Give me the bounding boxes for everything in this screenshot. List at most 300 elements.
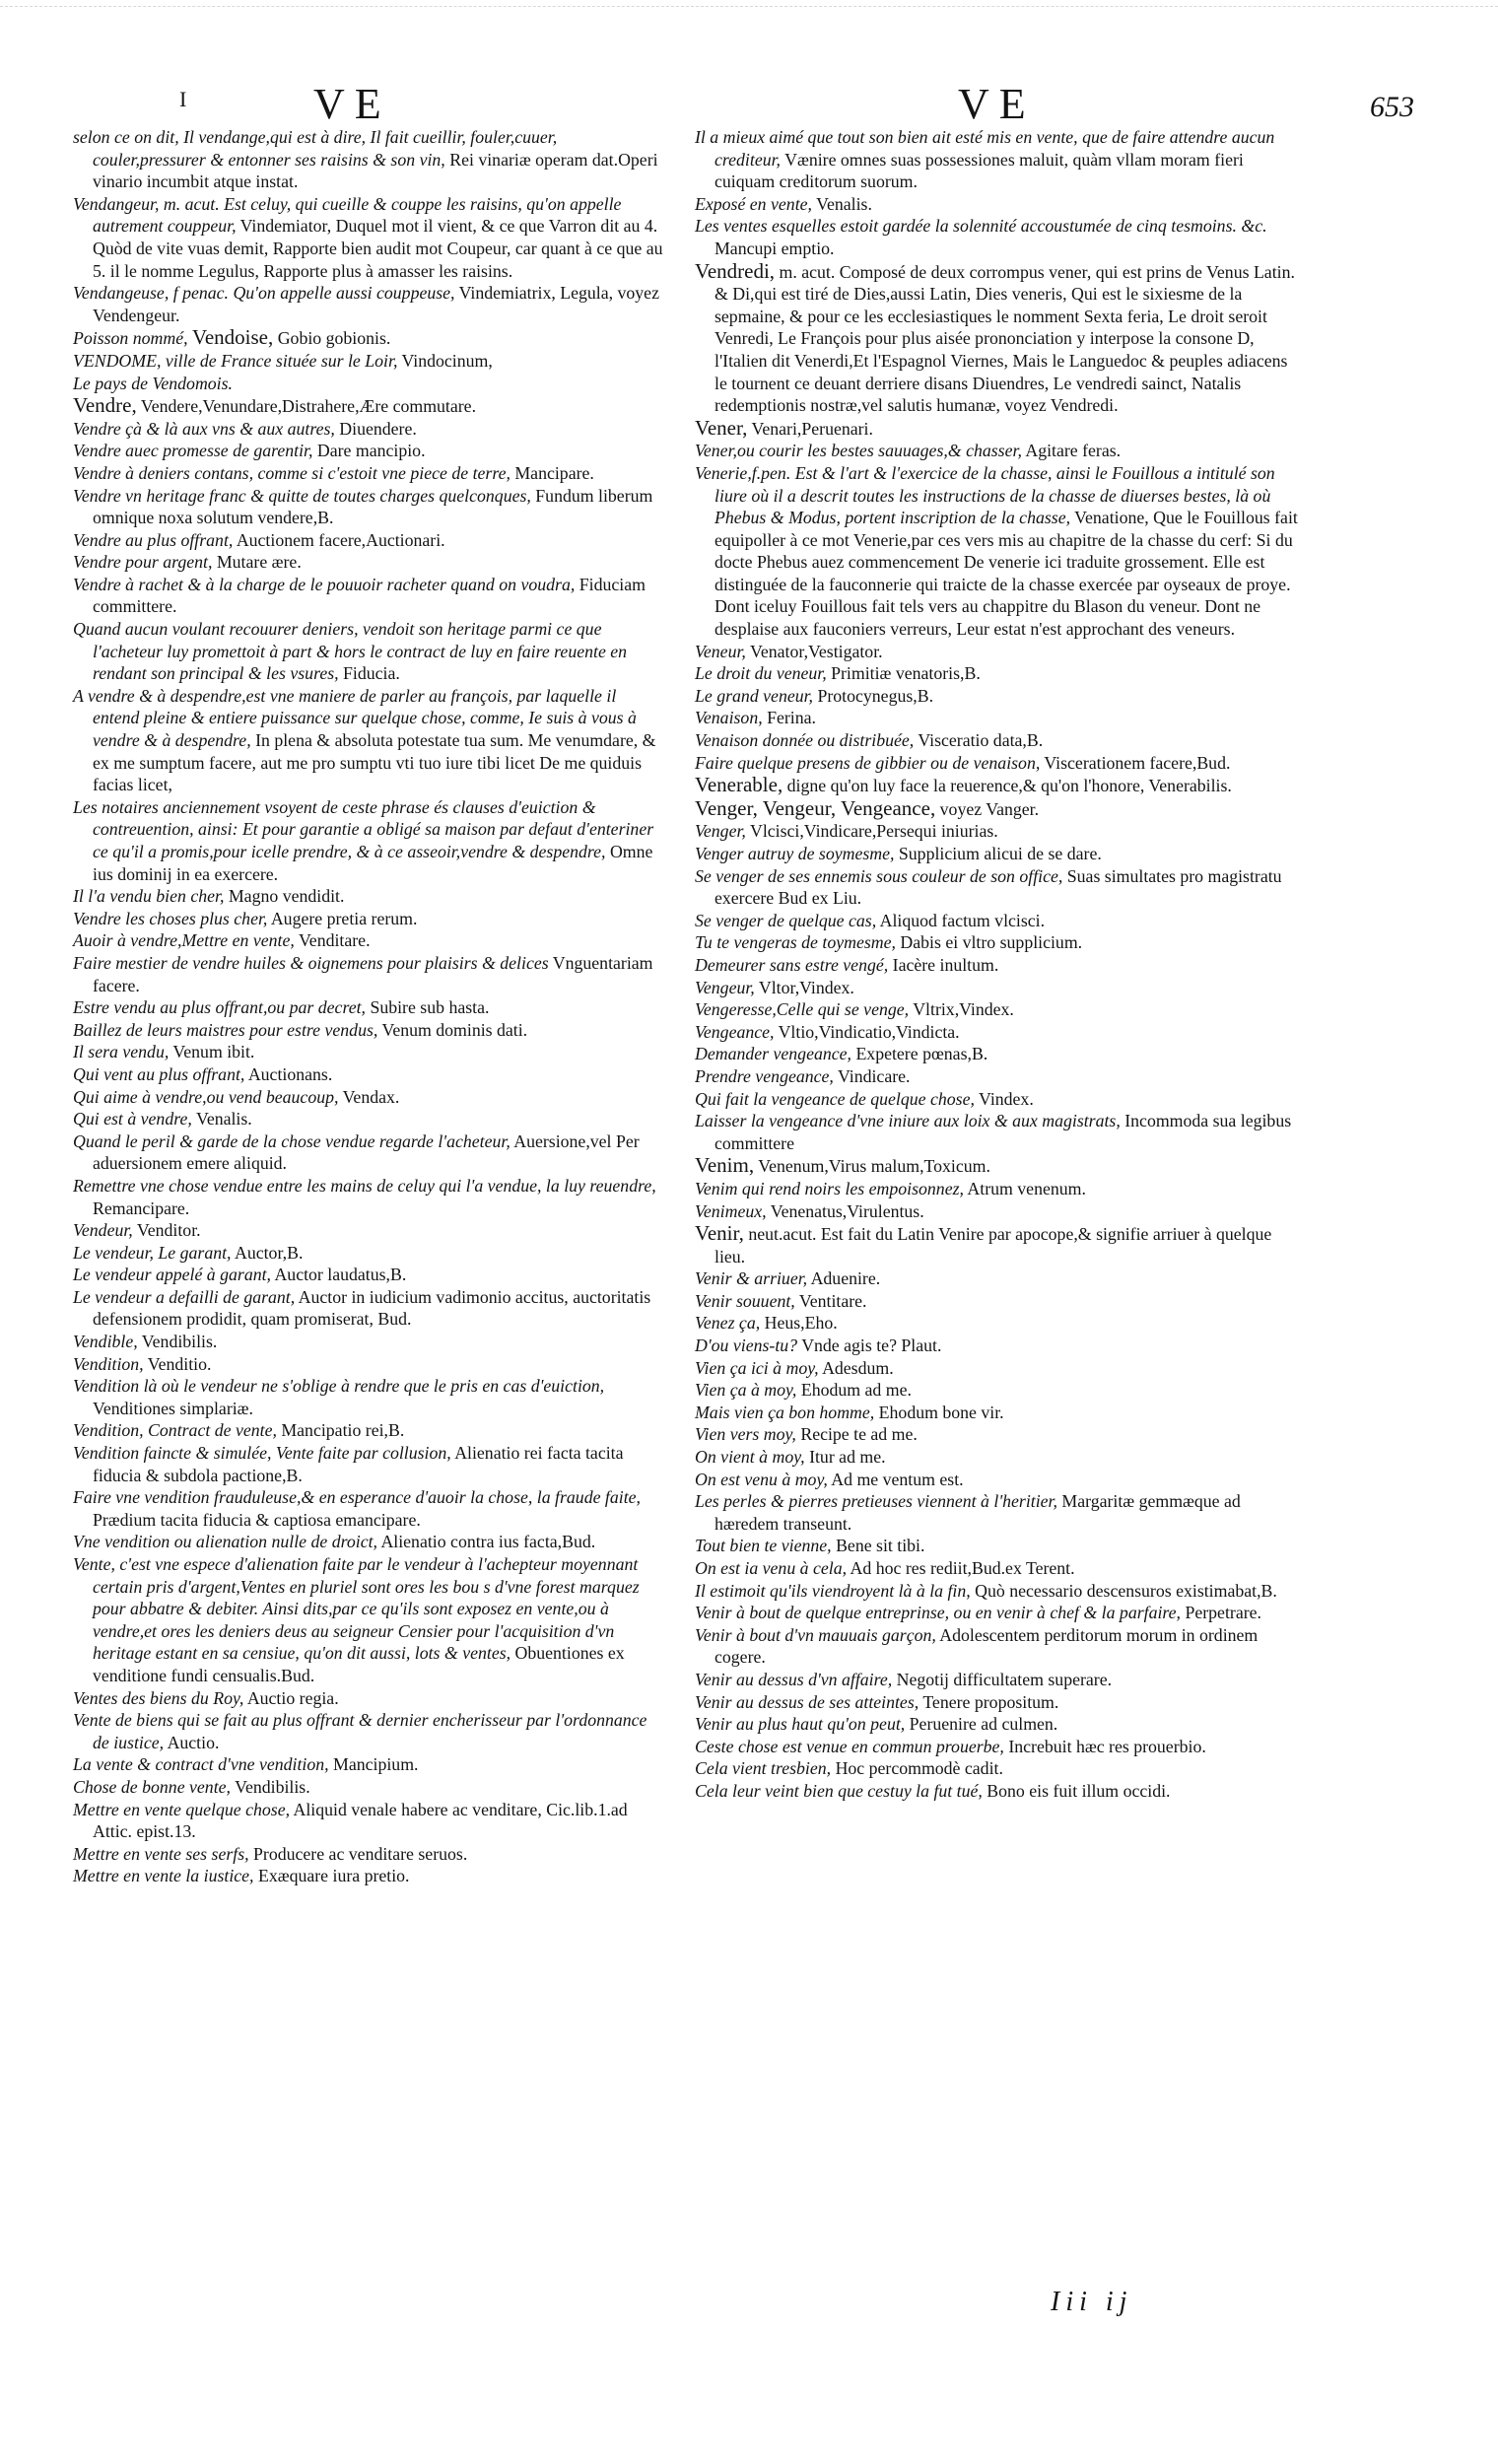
latin-translation: Auctor in iudicium vadimonio accitus, auctoritatis defensionem prodidit, quam promiserat, Bud. [93,1286,651,1330]
dictionary-entry [73,1419,664,1442]
french-phrase: Qui fait la vengeance de quelque chose, [695,1088,975,1109]
french-phrase: Laisser la vengeance d'vne iniure aux loix & aux magistrats, [695,1111,1121,1131]
dictionary-entry [695,1222,1304,1267]
latin-translation: Auctio. [167,1732,220,1752]
latin-translation: Supplicium alicui de se dare. [898,844,1102,863]
dictionary-entry [695,1423,1304,1446]
french-phrase: Vente, c'est vne espece d'alienation faite par le vendeur à l'achepteur moyennant certain pris d'argent,Ventes en pluriel sont ores les bou s d'vne forest marquez pour abbatre & debiter. Ainsi dits,par ce qu'ils sont exposez en vente,ou à vendre,et ores les deniers deus au seigneur Censier pour l'acquisition d'vn heritage estant en sa censiue, qu'on dit aussi, lots & ventes, [73,1554,640,1664]
dictionary-entry [73,1709,664,1753]
french-phrase: Vien ça à moy, [695,1380,797,1401]
dictionary-entry [695,1088,1304,1111]
dictionary-entry [695,910,1304,932]
headword: Vener, [695,415,748,440]
dictionary-entry [73,1486,664,1531]
latin-translation: Mancipatio rei,B. [281,1420,405,1441]
dictionary-entry [73,373,664,395]
latin-translation: Vltio,Vindicatio,Vindicta. [778,1021,960,1042]
dictionary-entry [73,1375,664,1419]
dictionary-entry [73,1219,664,1242]
latin-translation: Mutare ære. [216,552,302,573]
latin-translation: Negotij difficultatem superare. [896,1669,1113,1689]
french-phrase: La vente & contract d'vne vendition, [73,1754,329,1775]
french-phrase: Venir au dessus d'vn affaire, [695,1669,893,1689]
latin-translation: Vnde agis te? Plaut. [801,1335,942,1356]
french-phrase: Quand le peril & garde de la chose vendue regarde l'acheteur, [73,1130,511,1151]
dictionary-entry [695,1021,1304,1044]
french-phrase: Vendre les choses plus cher, [73,908,268,928]
dictionary-entry [695,215,1304,259]
dictionary-entry [73,126,664,193]
dictionary-entry [73,485,664,529]
latin-translation: Ehodum bone vir. [878,1402,1004,1422]
running-header-right: VE [958,80,1036,128]
french-phrase: Venir & arriuer, [695,1268,808,1289]
french-phrase: Auoir à vendre,Mettre en vente, [73,930,295,951]
dictionary-entry [695,1757,1304,1780]
french-phrase: Vengeur, [695,977,755,997]
french-phrase: Ceste chose est venue en commun prouerbe, [695,1736,1004,1756]
latin-translation: Venenatus,Virulentus. [770,1200,924,1221]
latin-translation: Omne ius dominij in ea exercere. [93,842,653,884]
french-phrase: Chose de bonne vente, [73,1776,231,1797]
dictionary-entry [73,1776,664,1799]
latin-translation: Incommoda sua legibus committere [715,1111,1292,1153]
french-phrase: Mettre en vente ses serfs, [73,1843,249,1864]
dictionary-entry [73,1753,664,1776]
french-phrase: Le vendeur, Le garant, [73,1242,232,1263]
french-phrase: On vient à moy, [695,1447,805,1468]
french-phrase: Quand aucun voulant recouurer deniers, vendoit son heritage parmi ce que l'acheteur luy promettoit à part & hors le contract de luy en faire reuente en rendant son principal & les vsures, [73,619,628,684]
french-phrase: Les ventes esquelles estoit gardée la solennité accoustumée de cinq tesmoins. &c. [695,216,1267,237]
latin-translation: Vindocinum, [401,350,493,371]
dictionary-entry [73,1130,664,1175]
latin-translation: Iacère inultum. [892,954,999,975]
dictionary-entry [73,529,664,552]
french-phrase: D'ou viens-tu? [695,1335,798,1356]
french-phrase: Faire vne vendition frauduleuse,& en esperance d'auoir la chose, la fraude faite, [73,1487,641,1508]
latin-translation: Mancipare. [514,462,594,483]
dictionary-entry [695,1312,1304,1335]
dictionary-entry [73,1086,664,1109]
latin-translation: Peruenire ad culmen. [909,1714,1058,1735]
dictionary-entry [73,1865,664,1887]
french-phrase: Vendition faincte & simulée, Vente faite par collusion, [73,1443,451,1464]
dictionary-entry [695,797,1304,821]
latin-translation: Dare mancipio. [316,441,426,461]
latin-translation: Suas simultates pro magistratu exercere Bud ex Liu. [715,865,1282,909]
latin-translation: Heus,Eho. [764,1313,838,1334]
latin-translation: Auctor,B. [234,1242,304,1263]
dictionary-entry [695,820,1304,843]
french-phrase: Le vendeur appelé à garant, [73,1265,271,1285]
latin-translation: Itur ad me. [809,1447,886,1468]
french-phrase: A vendre & à despendre,est vne maniere de parler au françois, par laquelle il entend pleine & entiere puissance sur quelque chose, comme, Ie suis à vous à vendre & à despendre, [73,685,637,751]
latin-translation: digne qu'on luy face la reuerence,& qu'on l'honore, Venerabilis. [786,776,1232,796]
latin-translation: Recipe te ad me. [800,1424,918,1445]
dictionary-entry [73,418,664,441]
dictionary-entry [695,707,1304,729]
dictionary-entry [73,1019,664,1042]
french-phrase: Vendible, [73,1332,138,1352]
latin-translation: Ferina. [767,708,816,728]
latin-translation: Quò necessario descensuros existimabat,B. [975,1580,1277,1601]
latin-translation: Venditiones simplariæ. [93,1398,253,1418]
french-phrase: Venerie,f.pen. Est & l'art & l'exercice de la chasse, ainsi le Fouillous a intitulé son liure où il a descrit toutes les instructions de la chasse de diuerses bestes, là où Phebus & Modus, portent inscription de la chasse, [695,462,1275,528]
latin-translation: Dabis ei vltro supplicium. [900,932,1083,953]
dictionary-entry [695,260,1304,417]
dictionary-entry [73,326,664,350]
latin-translation: Producere ac venditare seruos. [253,1843,468,1864]
latin-translation: Aliquid venale habere ac venditare, Cic.lib.1.ad Attic. epist.13. [93,1799,628,1842]
latin-translation: Auctor laudatus,B. [274,1265,407,1285]
latin-translation: neut.acut. Est fait du Latin Venire par apocope,& signifie arriuer à quelque lieu. [715,1224,1272,1266]
latin-translation: Auctionem facere,Auctionari. [236,529,445,550]
french-phrase: Vener,ou courir les bestes sauuages,& chasser, [695,441,1022,461]
french-phrase: Venir souuent, [695,1290,795,1311]
dictionary-entry [73,193,664,282]
latin-translation: Alienatio rei facta tacita fiducia & subdola pactione,B. [93,1443,624,1485]
latin-translation: Vendax. [342,1086,400,1107]
dictionary-entry [695,1335,1304,1357]
dictionary-entry [73,1353,664,1376]
french-phrase: Mettre en vente quelque chose, [73,1799,291,1819]
french-phrase: On est ia venu à cela, [695,1558,848,1578]
latin-translation: Obuentiones ex venditione fundi censualis.Bud. [93,1643,625,1685]
dictionary-entry [73,1286,664,1331]
latin-translation: Remancipare. [93,1198,190,1218]
latin-translation: Adolescentem perditorum morum in ordinem cogere. [715,1624,1259,1668]
latin-translation: Hoc percommodè cadit. [835,1758,1003,1779]
running-header-left: VE [313,80,391,128]
french-phrase: Faire quelque presens de gibbier ou de venaison, [695,752,1041,773]
latin-translation: Subire sub hasta. [370,997,490,1018]
dictionary-entry [73,618,664,685]
dictionary-entry [73,1799,664,1843]
dictionary-entry [695,1580,1304,1603]
latin-translation: Fiducia. [343,663,400,684]
french-phrase: Baillez de leurs maistres pour estre vendus, [73,1019,378,1040]
french-phrase: Vendition, [73,1353,144,1374]
french-phrase: Se venger de ses ennemis sous couleur de son office, [695,865,1063,886]
dictionary-entry [695,729,1304,752]
french-phrase: Exposé en vente, [695,193,812,214]
headword: Venir, [695,1221,744,1246]
french-phrase: Qui aime à vendre,ou vend beaucoup, [73,1086,339,1107]
french-phrase: Vendangeuse, f penac. Qu'on appelle aussi couppeuse, [73,283,455,304]
top-dashed-rule [0,6,1498,9]
headword: Venerable, [695,773,783,797]
latin-translation: m. acut. Composé de deux corrompus vener, qui est prins de Venus Latin. & Di,qui est tiré de Dies,aussi Latin, Dies veneris, Qui est le sixiesme de la sepmaine, & pour ce les ecclesiastiques le nomment Sexta feria, Le droit seroit Venredi, Le François pour plus aisée prononciation y interpose la consone D, l'Italien dit Venerdi,Et l'Espagnol Viernes, Mais le Languedoc & peuples adiacens le tournent ce deuant derriere disans Diuendres, Le vendredi sainct, Natalis redemptionis nostræ,vel salutis humanæ, voyez Vendredi. [715,261,1295,416]
dictionary-entry [695,126,1304,193]
dictionary-entry [73,282,664,326]
left-column [73,126,664,1887]
french-phrase: Les perles & pierres pretieuses viennent à l'heritier, [695,1491,1057,1512]
latin-translation: Venditor. [136,1220,201,1241]
latin-translation: Protocynegus,B. [817,685,934,706]
latin-translation: Venatione, Que le Fouillous fait equipoller à ce mot Venerie,par ces vers mis au chapitre de la chasse du cerf: Si du docte Phebus auez commencement De venerie ici traduite grossement. Elle est distinguée de la fauconnerie qui traicte de la chasse exercée par oyseaux de proye. Dont iceluy Fouillous fait tels vers au chappitre du Blason du veneur. Dont ne desplaise aux fauconiers verreurs, Leur estat n'est approchant des veneurs. [715,508,1298,640]
dictionary-entry [73,462,664,485]
dictionary-entry [695,954,1304,977]
latin-translation: Ad me ventum est. [831,1469,964,1489]
latin-translation: Vindex. [979,1088,1034,1109]
dictionary-entry [695,440,1304,462]
dictionary-entry [73,1242,664,1265]
french-phrase: Il a mieux aimé que tout son bien ait esté mis en vente, que de faire attendre aucun crediteur, [695,127,1275,170]
latin-translation: Venalis. [816,193,872,214]
dictionary-entry [695,662,1304,685]
french-phrase: Vente de biens qui se fait au plus offrant & dernier encherisseur par l'ordonnance de iustice, [73,1710,647,1752]
french-phrase: Qui vent au plus offrant, [73,1063,245,1084]
french-phrase: Venir à bout de quelque entreprinse, ou en venir à chef & la parfaire, [695,1603,1182,1623]
latin-translation: Vindicare. [838,1065,911,1086]
latin-translation: Fiduciam committere. [93,574,646,617]
french-phrase: Ventes des biens du Roy, [73,1687,244,1708]
latin-translation: Mancupi emptio. [715,238,835,258]
dictionary-entry [73,394,664,418]
dictionary-entry [695,843,1304,865]
latin-translation: Venditare. [298,930,371,951]
latin-translation: Atrum venenum. [967,1178,1086,1198]
dictionary-entry [695,1624,1304,1669]
dictionary-entry [695,1290,1304,1313]
french-phrase: selon ce on dit, Il vendange,qui est à dire, Il fait cueillir, fouler,cuuer, couler,pressurer & entonner ses raisins & son vin, [73,127,558,170]
french-phrase: Venir au dessus de ses atteintes, [695,1691,919,1712]
french-phrase: Venez ça, [695,1313,761,1334]
french-phrase: Mais vien ça bon homme, [695,1402,875,1422]
latin-translation: Vnguentariam facere. [93,952,653,995]
dictionary-entry [73,1264,664,1286]
french-phrase: Vien ça ici à moy, [695,1357,819,1378]
dictionary-entry [695,417,1304,441]
latin-translation: Vendibilis. [235,1776,310,1797]
dictionary-entry [73,350,664,373]
signature-mark: Iii ij [1051,2287,1133,2317]
latin-translation: Mancipium. [333,1754,419,1775]
french-phrase: On est venu à moy, [695,1469,828,1489]
latin-translation: Vindemiatrix, Legula, voyez Vendengeur. [93,283,659,325]
dictionary-entry [695,1065,1304,1088]
dictionary-entry [73,1108,664,1130]
latin-translation: Auctionans. [247,1063,333,1084]
headword: Venger, Vengeur, Vengeance, [695,795,936,820]
latin-translation: Agitare feras. [1025,441,1122,461]
french-phrase: Le pays de Vendomois. [73,373,233,393]
french-phrase: Venimeux, [695,1200,767,1221]
dictionary-entry [695,685,1304,708]
dictionary-entry [695,1669,1304,1691]
french-phrase: Le grand veneur, [695,685,814,706]
latin-translation: Vltor,Vindex. [758,977,854,997]
dictionary-entry [73,796,664,885]
latin-translation: Alienatio contra ius facta,Bud. [380,1532,596,1552]
french-phrase: Remettre vne chose vendue entre les mains de celuy qui l'a vendue, la luy reuendre, [73,1175,656,1196]
french-phrase: Cela leur veint bien que cestuy la fut tué, [695,1780,983,1801]
dictionary-entry [73,1843,664,1866]
latin-translation: Vænire omnes suas possessiones maluit, quàm vllam moram fieri cuiquam creditorum suorum. [715,149,1244,192]
dictionary-entry [695,977,1304,999]
french-phrase: Vendre auec promesse de garentir, [73,441,313,461]
french-phrase: Vendre au plus offrant, [73,529,234,550]
latin-translation: Magno vendidit. [228,886,345,907]
latin-translation: Vendibilis. [141,1332,218,1352]
french-phrase: Qui est à vendre, [73,1109,192,1129]
latin-translation: Vltrix,Vindex. [913,999,1014,1020]
french-phrase: Se venger de quelque cas, [695,910,877,930]
french-phrase: Venger autruy de soymesme, [695,844,895,863]
latin-translation: Diuendere. [339,418,417,439]
dictionary-entry [695,1602,1304,1624]
dictionary-entry [695,1379,1304,1402]
headword: Vendoise, [192,325,274,350]
french-phrase: Vendre pour argent, [73,552,213,573]
french-phrase: Vengeance, [695,1021,775,1042]
french-phrase: Estre vendu au plus offrant,ou par decret, [73,997,366,1018]
latin-translation: Rei vinariæ operam dat.Operi vinario incumbit atque instat. [93,149,658,192]
dictionary-entry [73,440,664,462]
dictionary-entry [695,1490,1304,1535]
dictionary-entry [695,931,1304,954]
french-phrase: Vendre à rachet & à la charge de le pouuoir racheter quand on voudra, [73,574,576,594]
latin-translation: Aliquod factum vlcisci. [879,910,1046,930]
french-phrase: Demeurer sans estre vengé, [695,954,889,975]
latin-translation: Aduenire. [810,1268,881,1289]
french-phrase: Venim qui rend noirs les empoisonnez, [695,1178,964,1198]
dictionary-entry [73,1331,664,1353]
dictionary-entry [73,685,664,796]
latin-translation: Vlcisci,Vindicare,Persequi iniurias. [749,821,998,842]
latin-translation: Ventitare. [798,1290,867,1311]
dictionary-entry [695,1691,1304,1714]
latin-translation: voyez Vanger. [939,798,1040,819]
latin-translation: Fundum liberum omnique noxa solutum vendere,B. [93,485,653,528]
latin-translation: Prædium tacita fiducia & captiosa emancipare. [93,1509,421,1530]
dictionary-entry [695,1110,1304,1154]
latin-translation: Venalis. [195,1109,252,1129]
margin-tick: I [179,87,187,111]
french-phrase: Vendeur, [73,1220,133,1241]
latin-translation: Tenere propositum. [922,1691,1059,1712]
dictionary-entry [695,1043,1304,1065]
dictionary-entry [73,1553,664,1687]
latin-translation: Venari,Peruenari. [751,418,873,439]
french-phrase: Vendre à deniers contans, comme si c'estoit vne piece de terre, [73,462,511,483]
dictionary-entry [695,1178,1304,1200]
dictionary-entry [695,1267,1304,1290]
dictionary-entry [695,1780,1304,1803]
dictionary-entry [73,1687,664,1710]
french-phrase: Le vendeur a defailli de garant, [73,1286,296,1307]
latin-translation: Vindemiator, Duquel mot il vient, & ce que Varron dit au 4. Quòd de vite vuas demit, Rapporte bien audit mot Coupeur, car quant à ce que au 5. il le nomme Legulus, Rapporte plus à amasser les raisins. [93,216,663,281]
dictionary-entry [73,1041,664,1063]
french-phrase: Il sera vendu, [73,1042,170,1062]
dictionary-entry [73,952,664,996]
latin-translation: Auersione,vel Per aduersionem emere aliquid. [93,1130,640,1174]
latin-translation: Margaritæ gemmæque ad hæredem transeunt. [715,1491,1241,1534]
headword: Vendredi, [695,258,776,283]
latin-translation: Viscerationem facere,Bud. [1044,752,1231,773]
dictionary-entry [695,1357,1304,1380]
latin-translation: Bene sit tibi. [836,1536,925,1556]
latin-translation: Venum ibit. [172,1042,255,1062]
french-phrase: Vendre vn heritage franc & quitte de toutes charges quelconques, [73,485,531,506]
dictionary-entry [73,929,664,952]
latin-translation: Augere pretia rerum. [270,908,418,928]
dictionary-entry [73,885,664,908]
dictionary-entry [73,574,664,618]
dictionary-entry [695,193,1304,216]
french-phrase: Veneur, [695,641,746,661]
latin-translation: Adesdum. [822,1357,894,1378]
dictionary-entry [695,774,1304,797]
latin-translation: Increbuit hæc res prouerbio. [1008,1736,1206,1756]
latin-translation: Gobio gobionis. [277,328,391,349]
latin-translation: Perpetrare. [1185,1603,1261,1623]
dictionary-entry [73,1531,664,1553]
headword: Vendre, [73,393,137,418]
french-phrase: Venaison, [695,708,763,728]
dictionary-entry [73,908,664,930]
dictionary-entry [695,998,1304,1021]
headword: Venim, [695,1153,755,1178]
french-phrase: VENDOME, ville de France située sur le Loir, [73,350,398,371]
french-phrase: Mettre en vente la iustice, [73,1866,254,1886]
french-phrase: Vne vendition ou alienation nulle de droict, [73,1532,377,1552]
french-phrase: Il l'a vendu bien cher, [73,886,225,907]
dictionary-entry [73,1442,664,1486]
latin-translation: Bono eis fuit illum occidi. [987,1780,1171,1801]
latin-translation: Venator,Vestigator. [749,641,883,661]
french-phrase: Venaison donnée ou distribuée, [695,730,915,751]
french-phrase: Cela vient tresbien, [695,1758,832,1779]
latin-translation: In plena & absoluta potestate tua sum. Me venumdare, & ex me sumptum facere, aut me pro sumptu vti tuo iure tibi licet De me quiduis facias licet, [93,730,656,795]
dictionary-entry [695,1154,1304,1178]
latin-translation: Venenum,Virus malum,Toxicum. [758,1156,990,1177]
dictionary-entry [695,1200,1304,1223]
latin-translation: Expetere pœnas,B. [855,1044,988,1064]
dictionary-entry [695,462,1304,641]
dictionary-entry [73,996,664,1019]
dictionary-entry [695,1713,1304,1736]
french-phrase: Vendition, Contract de vente, [73,1420,277,1441]
latin-translation: Ad hoc res rediit,Bud.ex Terent. [850,1558,1075,1578]
french-phrase: Tout bien te vienne, [695,1536,832,1556]
french-phrase: Vendre çà & là aux vns & aux autres, [73,418,335,439]
dictionary-entry [73,1063,664,1086]
dictionary-entry [73,551,664,574]
latin-translation: Venditio. [147,1353,212,1374]
latin-translation: Auctio regia. [246,1687,339,1708]
french-phrase: Poisson nommé, [73,328,188,349]
french-phrase: Le droit du veneur, [695,663,827,684]
french-phrase: Prendre vengeance, [695,1065,834,1086]
french-phrase: Vengeresse,Celle qui se venge, [695,999,910,1020]
latin-translation: Ehodum ad me. [800,1380,912,1401]
right-column [695,126,1304,1803]
french-phrase: Vendition là où le vendeur ne s'oblige à rendre que le pris en cas d'euiction, [73,1376,605,1397]
page-number: 653 [1370,91,1414,123]
dictionary-entry [695,865,1304,910]
latin-translation: Vendere,Venundare,Distrahere,Ære commutare. [140,396,477,417]
dictionary-entry [695,1446,1304,1469]
dictionary-entry [695,1535,1304,1557]
dictionary-entry [695,1557,1304,1580]
french-phrase: Faire mestier de vendre huiles & oignemens pour plaisirs & delices [73,952,549,973]
french-phrase: Vien vers moy, [695,1424,796,1445]
french-phrase: Venir à bout d'vn mauuais garçon, [695,1624,936,1645]
dictionary-entry [695,1736,1304,1758]
dictionary-entry [695,641,1304,663]
dictionary-entry [73,1175,664,1219]
